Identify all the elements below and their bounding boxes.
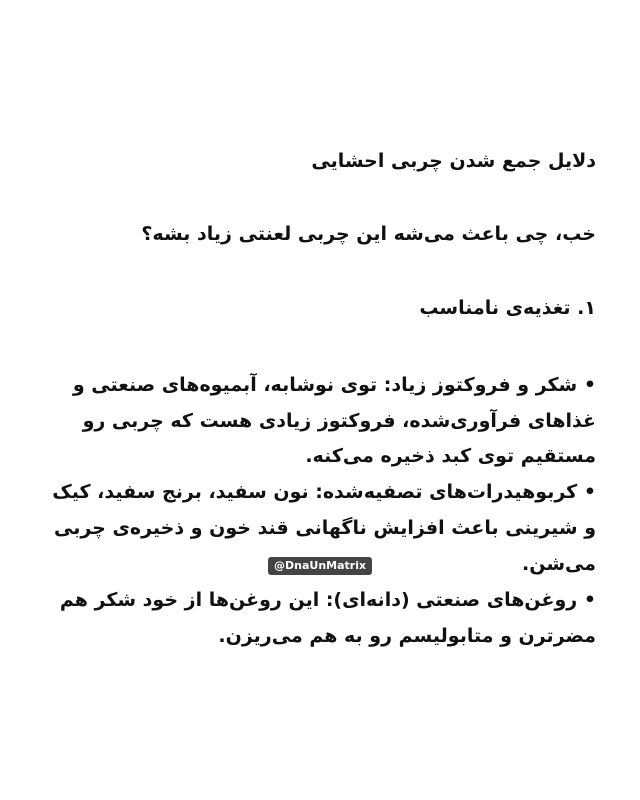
question-text: خب، چی باعث می‌شه این چربی لعنتی زیاد بشه؟ xyxy=(141,223,596,245)
section-title: ۱. تغذیه‌ی نامناسب xyxy=(419,297,596,319)
bullet-line: می‌شن. xyxy=(522,553,596,575)
bullet-line: مستقیم توی کبد ذخیره می‌کنه. xyxy=(305,445,596,467)
bullet-line: • شکر و فروکتوز زیاد: توی نوشابه، آبمیوه‌های صنعتی و xyxy=(72,374,596,396)
bullet-line: • کربوهیدرات‌های تصفیه‌شده: نون سفید، برنج سفید، کیک xyxy=(52,481,596,503)
bullet-line: غذاهای فرآوری‌شده، فروکتوز زیادی هست که چربی رو xyxy=(82,410,596,432)
watermark-label: @DnaUnMatrix xyxy=(268,557,372,575)
bullet-line: و شیرینی باعث افزایش ناگهانی قند خون و ذخیره‌ی چربی xyxy=(53,517,596,539)
bullet-line: • روغن‌های صنعتی (دانه‌ای): این روغن‌ها از خود شکر هم xyxy=(59,589,596,611)
bullet-line: مضرترن و متابولیسم رو به هم می‌ریزن. xyxy=(218,625,596,647)
heading: دلایل جمع شدن چربی احشایی xyxy=(311,150,596,172)
